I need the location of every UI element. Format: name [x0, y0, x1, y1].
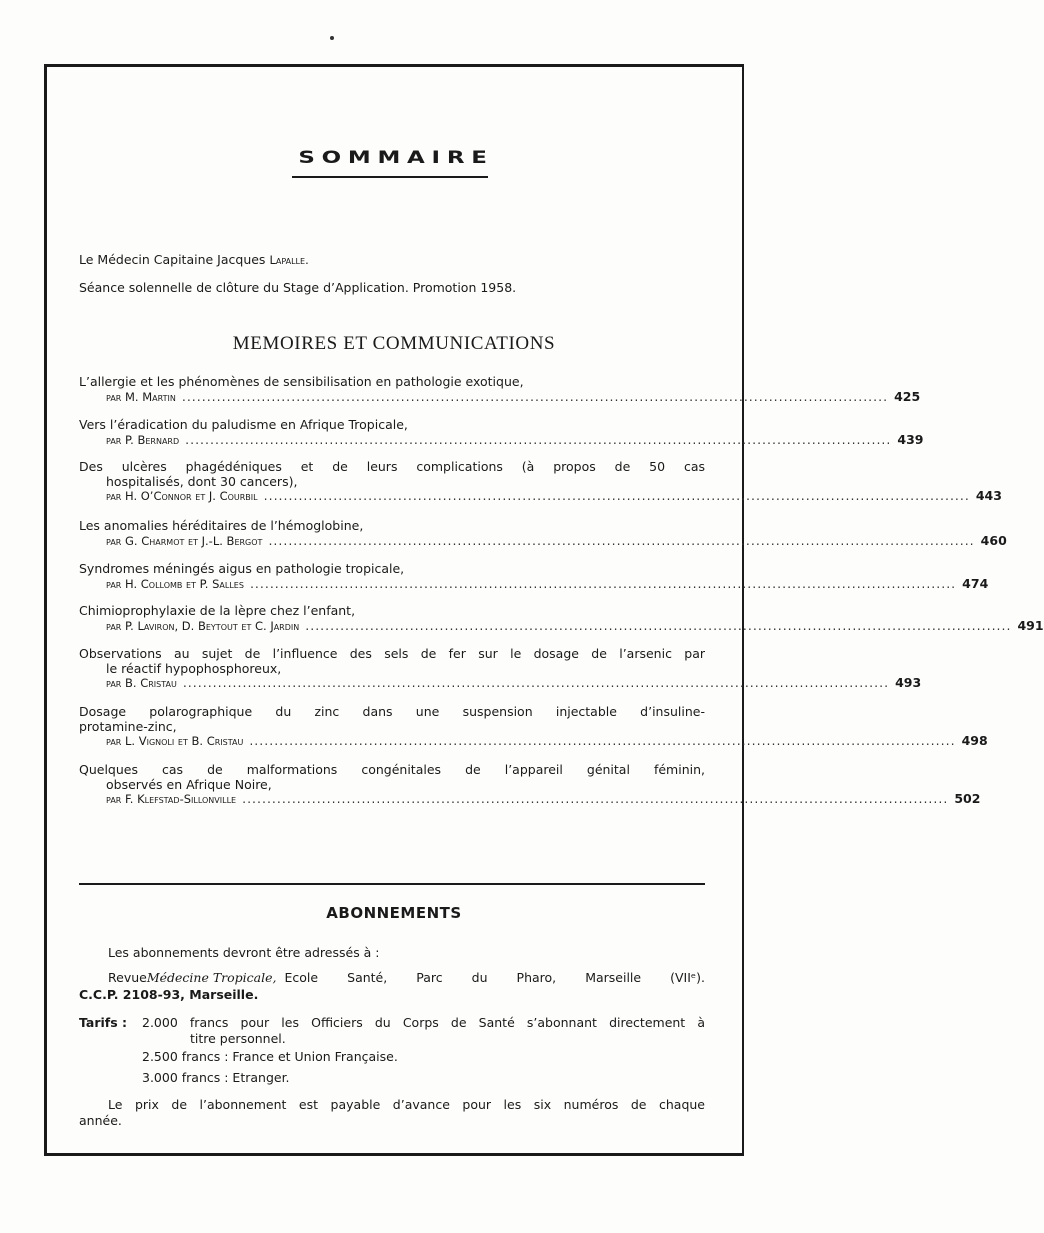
- entry-title: Syndromes méningés aigus en pathologie tropicale,: [79, 561, 405, 576]
- dot-leader: ..............................................................................................................................................: [305, 617, 1012, 633]
- entry-authors: par P. Bernard: [106, 432, 180, 447]
- toc-entry: [79, 417, 924, 447]
- entry-title: Chimioprophylaxie de la lèpre chez l’enfant,: [79, 603, 356, 618]
- journal-name: Médecine Tropicale,: [146, 970, 277, 985]
- entry-authors: par B. Cristau: [106, 676, 177, 690]
- toc-entry: [79, 518, 1007, 548]
- dot-leader: ..............................................................................................................................................: [181, 388, 889, 404]
- dot-leader: ..............................................................................................................................................: [263, 488, 970, 503]
- toc-entry: [79, 704, 988, 749]
- page-title: SOMMAIRE: [298, 148, 494, 168]
- entry-page: 460: [980, 532, 1007, 548]
- entry-author-line: [79, 532, 1007, 549]
- entry-page: 425: [894, 388, 921, 404]
- entry-authors: par H. Collomb et P. Salles: [106, 576, 244, 591]
- toc-entry: [79, 561, 989, 591]
- entry-title: Quelques cas de malformations congénitales de l’appareil génital féminin,: [79, 762, 705, 777]
- ccp-line: C.C.P. 2108-93, Marseille.: [79, 987, 259, 1002]
- intro-line-1: [79, 252, 309, 267]
- section-divider: [79, 883, 705, 885]
- entry-title: Dosage polarographique du zinc dans une suspension injectable d’insuline-: [79, 704, 705, 719]
- address-rest: Ecole Santé, Parc du Pharo, Marseille (VIIᵉ).: [284, 970, 705, 985]
- entry-author-line: [79, 733, 988, 749]
- entry-author-line: [79, 675, 922, 691]
- tarif-2: 2.500 francs : France et Union Française.: [142, 1049, 398, 1064]
- abonnements-intro: Les abonnements devront être adressés à :: [108, 945, 380, 960]
- dot-leader: ..............................................................................................................................................: [249, 575, 957, 591]
- prix-line-cont: année.: [79, 1113, 122, 1128]
- entry-author-line: [79, 388, 921, 405]
- entry-title: L’allergie et les phénomènes de sensibilisation en pathologie exotique,: [79, 374, 524, 389]
- dot-leader: ..............................................................................................................................................: [185, 431, 892, 447]
- entry-page: 439: [897, 431, 924, 447]
- intro-line-1-text: Le Médecin Capitaine Jacques: [79, 252, 266, 267]
- title-underline: [292, 176, 488, 178]
- entry-authors: par H. O’Connor et J. Courbil: [106, 489, 258, 503]
- intro-line-2: Séance solennelle de clôture du Stage d’Application. Promotion 1958.: [79, 280, 517, 295]
- entry-page: 502: [954, 791, 981, 806]
- entry-authors: par F. Klefstad-Sillonville: [106, 792, 237, 806]
- entry-title: Les anomalies héréditaires de l’hémoglobine,: [79, 518, 364, 533]
- entry-title-cont: hospitalisés, dont 30 cancers),: [106, 473, 298, 489]
- entry-authors: par L. Vignoli et B. Cristau: [106, 734, 244, 748]
- tarif-1: 2.000 francs pour les Officiers du Corps de Santé s’abonnant directement à: [142, 1015, 705, 1030]
- tarif-1-cont: titre personnel.: [190, 1031, 286, 1046]
- entry-page: 491: [1017, 617, 1044, 633]
- address-prefix: Revue: [108, 970, 147, 985]
- dot-leader: ..............................................................................................................................................: [242, 791, 949, 806]
- entry-page: 474: [962, 575, 989, 591]
- dot-leader: ..............................................................................................................................................: [182, 675, 890, 690]
- entry-authors: par M. Martin: [106, 389, 176, 404]
- dot-leader: ..............................................................................................................................................: [268, 532, 975, 548]
- toc-entry: [79, 646, 922, 691]
- address-line: [108, 970, 705, 985]
- tarif-3: 3.000 francs : Etranger.: [142, 1070, 290, 1085]
- entry-page: 493: [895, 675, 922, 690]
- abonnements-title: ABONNEMENTS: [326, 904, 462, 922]
- print-speck: [330, 36, 334, 40]
- prix-line: Le prix de l’abonnement est payable d’avance pour les six numéros de chaque: [108, 1097, 705, 1112]
- entry-title-cont: observés en Afrique Noire,: [106, 776, 272, 792]
- toc-entry: [79, 459, 1002, 504]
- entry-authors: par P. Laviron, D. Beytout et C. Jardin: [106, 618, 300, 633]
- entry-title: Des ulcères phagédéniques et de leurs complications (à propos de 50 cas: [79, 459, 705, 474]
- tarifs-label: Tarifs :: [79, 1015, 128, 1030]
- entry-author-line: [79, 488, 1002, 504]
- entry-author-line: [79, 791, 981, 807]
- section-heading: MEMOIRES ET COMMUNICATIONS: [232, 333, 556, 354]
- toc-entry: [79, 374, 921, 404]
- entry-page: 498: [961, 733, 988, 748]
- entry-page: 443: [975, 488, 1002, 503]
- entry-title-cont: protamine-zinc,: [79, 718, 177, 734]
- entry-author-line: [79, 575, 989, 592]
- entry-title: Observations au sujet de l’influence des sels de fer sur le dosage de l’arsenic par: [79, 646, 705, 661]
- intro-line-1-name: Lapalle.: [269, 253, 309, 267]
- entry-title-cont: le réactif hypophosphoreux,: [106, 660, 282, 676]
- dot-leader: ..............................................................................................................................................: [249, 733, 956, 748]
- entry-author-line: [79, 617, 1044, 634]
- entry-author-line: [79, 431, 924, 448]
- entry-title: Vers l’éradication du paludisme en Afrique Tropicale,: [79, 417, 408, 432]
- toc-entry: [79, 762, 981, 807]
- toc-entry: [79, 603, 1044, 633]
- entry-authors: par G. Charmot et J.-L. Bergot: [106, 533, 263, 548]
